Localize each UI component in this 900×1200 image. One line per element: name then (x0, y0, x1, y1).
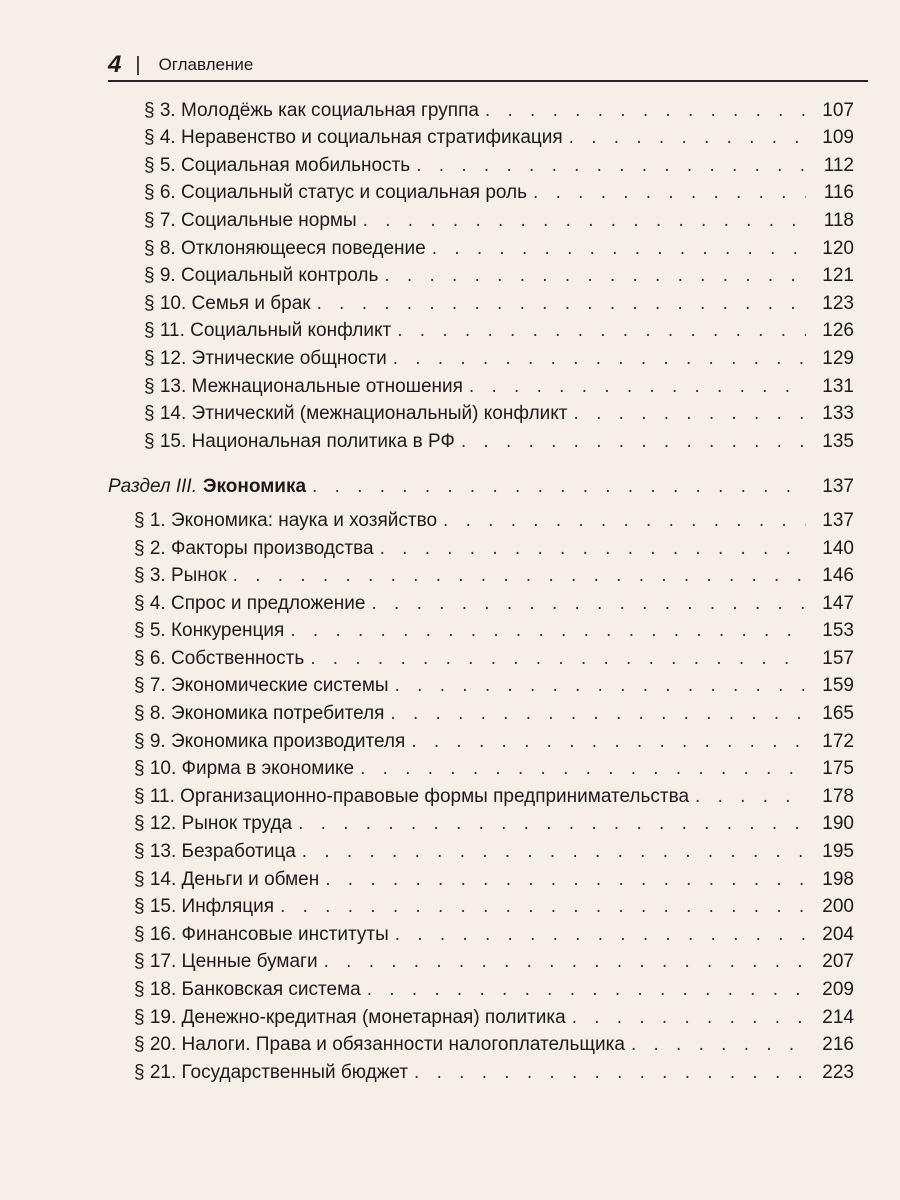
page-number: 4 (108, 51, 122, 78)
header-title: Оглавление (158, 55, 254, 74)
section-name: Экономика (203, 476, 307, 498)
toc-entry-page: 200 (822, 896, 854, 918)
dot-leader (310, 648, 806, 670)
toc-list-social (108, 94, 854, 453)
dot-leader (469, 376, 806, 398)
toc-entry-title: § 3. Рынок (134, 565, 227, 587)
dot-leader (631, 1034, 806, 1056)
dot-leader (280, 896, 806, 918)
toc-entry-title: § 12. Этнические общности (144, 347, 387, 369)
toc-entry (108, 891, 854, 919)
toc-entry-page: 146 (822, 565, 854, 587)
toc-entry-page: 121 (822, 265, 854, 287)
toc-entry-page: 157 (822, 647, 854, 669)
toc-entry (108, 780, 854, 808)
dot-leader (533, 182, 806, 204)
toc-entry-page: 129 (822, 347, 854, 369)
header-separator: | (135, 54, 141, 76)
toc-entry-page: 123 (822, 292, 854, 314)
dot-leader (443, 510, 806, 532)
dot-leader (363, 210, 806, 232)
toc-entry-title: § 7. Экономические системы (134, 675, 389, 697)
toc-entry-page: 137 (822, 509, 854, 531)
toc-entry-title: § 14. Деньги и обмен (134, 868, 320, 890)
dot-leader (312, 476, 806, 498)
toc-entry-title: § 11. Организационно-правовые формы предпринимательства (134, 785, 690, 807)
toc-entry (108, 642, 854, 670)
toc-entry (108, 560, 854, 588)
dot-leader (569, 127, 806, 149)
dot-leader (395, 675, 806, 697)
toc-entry (108, 1029, 854, 1057)
toc-entry (108, 725, 854, 753)
toc-entry (108, 808, 854, 836)
dot-leader (393, 348, 806, 370)
toc-entry-title: § 13. Межнациональные отношения (144, 375, 463, 397)
toc-entry-page: 172 (822, 730, 854, 752)
toc-entry-title: § 18. Банковская система (134, 979, 361, 1000)
toc-entry-page: 135 (822, 430, 854, 452)
dot-leader (574, 403, 806, 425)
toc-entry-title: § 15. Инфляция (134, 896, 275, 918)
dot-leader (461, 431, 806, 453)
toc-entry-title: § 19. Денежно-кредитная (монетарная) политика (134, 1006, 566, 1028)
toc-entry-page: 159 (822, 675, 854, 697)
toc-entry (108, 973, 854, 1001)
toc-entry-title: § 14. Этнический (межнациональный) конфликт (144, 403, 568, 425)
toc-entry (108, 398, 854, 426)
section-prefix: Раздел III. (108, 476, 197, 498)
toc-entry (108, 425, 854, 453)
dot-leader (298, 813, 806, 835)
toc-entry-title: § 4. Неравенство и социальная стратификация (144, 127, 563, 149)
toc-entry-page: 140 (822, 537, 854, 559)
toc-entry (108, 863, 854, 891)
toc-entry-title: § 9. Экономика производителя (134, 730, 406, 752)
toc-entry-page: 147 (822, 592, 854, 614)
toc-entry (108, 615, 854, 643)
toc-entry (108, 587, 854, 615)
toc-entry-page: 216 (822, 1034, 854, 1056)
toc-entry (108, 122, 854, 150)
toc-entry-title: § 17. Ценные бумаги (134, 951, 318, 973)
dot-leader (397, 320, 806, 342)
toc-entry (108, 835, 854, 863)
toc-entry (108, 232, 854, 260)
toc-entry-title: § 4. Спрос и предложение (134, 592, 366, 614)
dot-leader (290, 620, 806, 642)
dot-leader (367, 979, 806, 1001)
toc-entry-page: 190 (822, 813, 854, 835)
toc-entry (108, 260, 854, 288)
toc-entry-page: 223 (822, 1061, 854, 1083)
toc-entry (108, 149, 854, 177)
toc-entry-title: § 10. Семья и брак (144, 292, 311, 314)
toc-entry-title: § 6. Собственность (134, 647, 305, 669)
toc-entry-title: § 15. Национальная политика в РФ (144, 430, 455, 452)
dot-leader (390, 703, 806, 725)
toc-entry (108, 342, 854, 370)
toc-entry (108, 1001, 854, 1029)
toc-entry-title: § 8. Экономика потребителя (134, 703, 385, 725)
toc-entry-page: 175 (822, 758, 854, 780)
toc-entry-page: 178 (822, 785, 854, 807)
dot-leader (384, 265, 806, 287)
toc-entry (108, 94, 854, 122)
toc-entry-title: § 20. Налоги. Права и обязанности налогоплательщика (134, 1034, 625, 1056)
toc-list-economics (108, 504, 854, 1083)
toc-entry-page: 112 (823, 154, 854, 176)
toc-entry (108, 946, 854, 974)
toc-entry (108, 918, 854, 946)
section-page: 137 (822, 476, 854, 498)
toc-entry-page: 120 (822, 237, 854, 259)
toc-entry-title: § 12. Рынок труда (134, 813, 293, 835)
toc-entry-title: § 6. Социальный статус и социальная роль (144, 182, 528, 204)
dot-leader (325, 869, 806, 891)
toc-entry (108, 753, 854, 781)
toc-entry-title: § 7. Социальные нормы (144, 209, 357, 231)
toc-entry (108, 670, 854, 698)
page-header (108, 48, 868, 78)
toc-entry-page: 126 (822, 320, 854, 342)
table-of-contents (108, 94, 854, 1084)
dot-leader (485, 100, 806, 122)
header-rule (108, 80, 868, 82)
toc-entry-title: § 13. Безработица (134, 841, 296, 863)
dot-leader (695, 786, 806, 808)
section-heading (108, 471, 854, 499)
toc-entry-title: § 5. Социальная мобильность (144, 154, 411, 176)
dot-leader (233, 565, 806, 587)
toc-entry-title: § 8. Отклоняющееся поведение (144, 237, 426, 259)
dot-leader (414, 1062, 806, 1084)
dot-leader (324, 951, 806, 973)
toc-entry-page: 153 (822, 620, 854, 642)
toc-entry (108, 504, 854, 532)
dot-leader (302, 841, 806, 863)
toc-entry-page: 165 (822, 703, 854, 725)
dot-leader (380, 538, 806, 560)
dot-leader (411, 731, 806, 753)
toc-entry-title: § 1. Экономика: наука и хозяйство (134, 509, 438, 531)
toc-entry (108, 697, 854, 725)
toc-entry (108, 177, 854, 205)
toc-entry-page: 107 (822, 99, 854, 121)
toc-entry-title: § 5. Конкуренция (134, 620, 285, 642)
toc-entry (108, 287, 854, 315)
toc-entry-title: § 3. Молодёжь как социальная группа (144, 99, 479, 121)
toc-entry-title: § 21. Государственный бюджет (134, 1061, 409, 1083)
toc-entry-title: § 11. Социальный конфликт (144, 320, 392, 342)
toc-entry-page: 116 (823, 182, 854, 204)
dot-leader (360, 758, 806, 780)
dot-leader (416, 155, 806, 177)
dot-leader (371, 593, 806, 615)
toc-entry (108, 370, 854, 398)
dot-leader (432, 238, 806, 260)
toc-entry (108, 532, 854, 560)
toc-entry (108, 1056, 854, 1084)
toc-entry-page: 214 (822, 1006, 854, 1028)
dot-leader (317, 293, 806, 315)
toc-entry (108, 315, 854, 343)
toc-entry-page: 207 (822, 951, 854, 973)
toc-entry-page: 133 (822, 403, 854, 425)
toc-entry-page: 195 (822, 841, 854, 863)
toc-entry-page: 209 (822, 979, 854, 1000)
toc-entry-title: § 16. Финансовые институты (134, 923, 389, 945)
toc-entry-page: 204 (822, 923, 854, 945)
toc-entry-title: § 2. Факторы производства (134, 537, 374, 559)
dot-leader (395, 924, 806, 946)
toc-entry-title: § 10. Фирма в экономике (134, 758, 355, 780)
toc-entry-page: 198 (822, 868, 854, 890)
toc-entry-page: 118 (823, 209, 854, 231)
toc-entry-title: § 9. Социальный контроль (144, 265, 379, 287)
toc-entry (108, 204, 854, 232)
toc-entry-page: 131 (822, 375, 854, 397)
dot-leader (572, 1007, 806, 1029)
toc-entry-page: 109 (822, 127, 854, 149)
